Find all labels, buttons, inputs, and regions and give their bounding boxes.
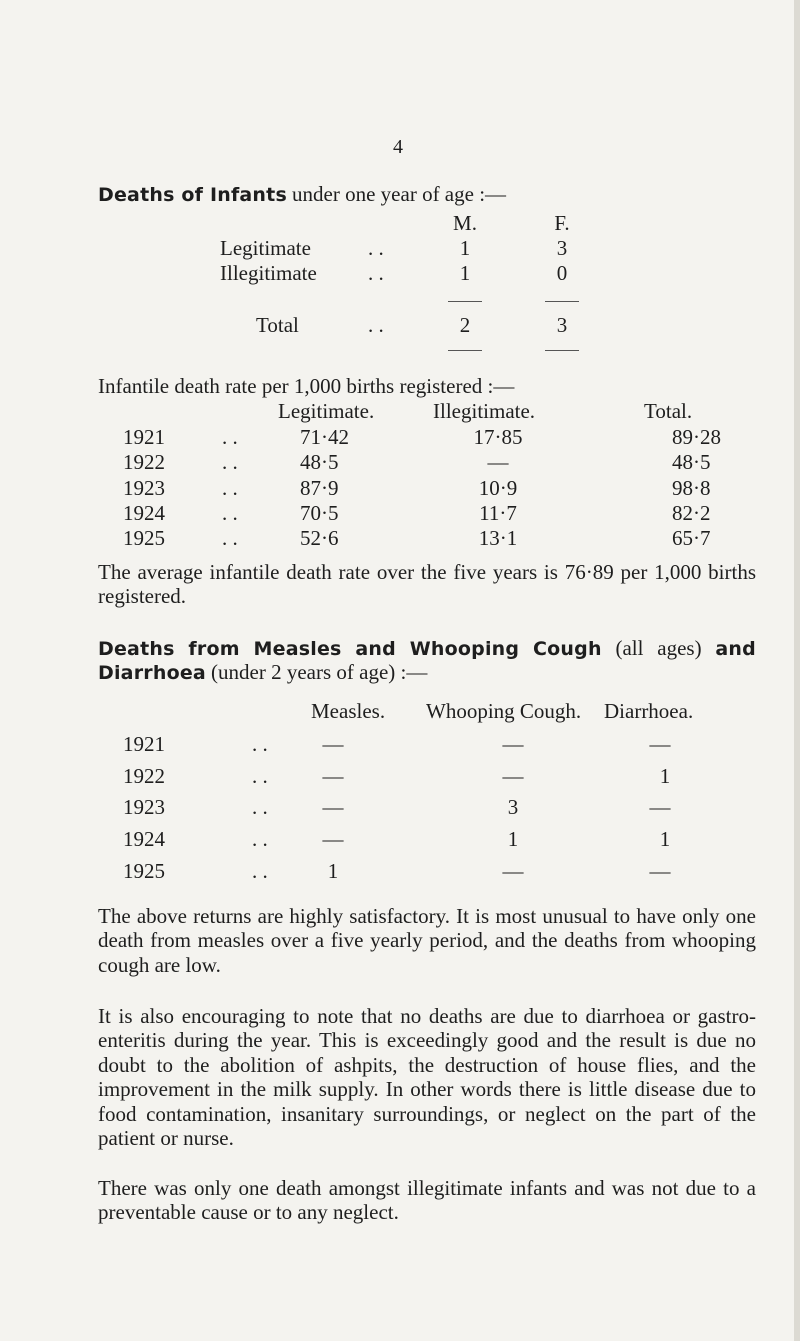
leader-dots: . .: [252, 859, 268, 883]
infant-row-label: Illegitimate: [220, 261, 317, 285]
rate-total: 82·2: [672, 501, 711, 525]
rate-legitimate: 71·42: [300, 425, 349, 449]
disease-whooping: —: [502, 732, 524, 756]
rate-year: 1923: [123, 476, 165, 500]
leader-dots: . .: [222, 450, 238, 474]
rate-total: 89·28: [672, 425, 721, 449]
total-rule-f: [545, 350, 579, 351]
disease-whooping: 3: [507, 795, 519, 819]
body-paragraph: It is also encouraging to note that no deaths are due to diarrhoea or gastro-enteritis during the year. This is exceedingly good and the result is due no doubt to the abolition of ashpits, the destruction of house flies, and the improvement in the milk supply. In other words there is little disease due to food contamination, insanitary surroundings, or neglect on the part of the patient or nurse.: [98, 1004, 756, 1151]
leader-dots: . .: [368, 313, 384, 337]
death-rate-heading: Infantile death rate per 1,000 births registered :—: [98, 374, 515, 398]
heading-word: and: [355, 638, 396, 660]
disease-diarrhoea: —: [649, 732, 671, 756]
diseases-heading-line1: [98, 636, 756, 662]
average-rate-paragraph: The average infantile death rate over the five years is 76·89 per 1,000 births registered.: [98, 560, 756, 609]
rate-legitimate: 87·9: [300, 476, 339, 500]
rate-legitimate: 70·5: [300, 501, 339, 525]
leader-dots: . .: [222, 425, 238, 449]
rate-year: 1921: [123, 425, 165, 449]
infant-row-label: Legitimate: [220, 236, 311, 260]
rate-col-illegitimate: Illegitimate.: [433, 399, 536, 423]
disease-whooping: —: [502, 764, 524, 788]
disease-diarrhoea: 1: [659, 827, 671, 851]
leader-dots: . .: [368, 236, 384, 260]
diseases-heading-rest: (under 2 years of age) :—: [211, 660, 428, 684]
heading-word: Cough: [533, 638, 602, 660]
rate-illegitimate: —: [487, 450, 509, 474]
leader-dots: . .: [252, 764, 268, 788]
disease-diarrhoea: —: [649, 859, 671, 883]
disease-whooping: 1: [507, 827, 519, 851]
rate-illegitimate: 17·85: [473, 425, 523, 449]
heading-word: ages): [657, 636, 702, 660]
infant-deaths-heading: [98, 182, 506, 207]
heading-word: (all: [615, 636, 644, 660]
rate-year: 1922: [123, 450, 165, 474]
rate-legitimate: 48·5: [300, 450, 339, 474]
rate-illegitimate: 10·9: [478, 476, 518, 500]
page-edge-shadow: [794, 0, 800, 1341]
diseases-col-whooping: Whooping Cough.: [426, 699, 582, 723]
infant-col-f: F.: [554, 211, 570, 235]
disease-measles: 1: [327, 859, 339, 883]
infant-deaths-heading-bold: Deaths of Infants: [98, 184, 287, 206]
disease-year: 1922: [123, 764, 165, 788]
infant-row-m: 1: [459, 261, 471, 285]
disease-measles: —: [322, 827, 344, 851]
diseases-col-diarrhoea: Diarrhoea.: [604, 699, 694, 723]
infant-row-m: 1: [459, 236, 471, 260]
leader-dots: . .: [222, 501, 238, 525]
body-paragraph: The above returns are highly satisfactory. It is most unusual to have only one death from measles over a five yearly period, and the deaths from whooping cough are low.: [98, 904, 756, 977]
leader-dots: . .: [222, 476, 238, 500]
disease-year: 1921: [123, 732, 165, 756]
total-rule-m: [448, 350, 482, 351]
diseases-col-measles: Measles.: [311, 699, 386, 723]
rate-legitimate: 52·6: [300, 526, 339, 550]
rate-col-total: Total.: [644, 399, 693, 423]
body-paragraph: There was only one death amongst illegitimate infants and was not due to a preventable cause or to any neglect.: [98, 1176, 756, 1225]
infant-row-f: 0: [556, 261, 568, 285]
rate-col-legitimate: Legitimate.: [278, 399, 375, 423]
heading-word: Deaths: [98, 638, 175, 660]
heading-word: and: [715, 638, 756, 660]
rate-total: 65·7: [672, 526, 711, 550]
heading-word: from: [188, 638, 240, 660]
diseases-heading-line2: [98, 660, 427, 685]
subtotal-rule-f: [545, 301, 579, 302]
leader-dots: . .: [222, 526, 238, 550]
infant-deaths-heading-rest: under one year of age :—: [292, 182, 507, 206]
disease-measles: —: [322, 764, 344, 788]
infant-total-m: 2: [459, 313, 471, 337]
disease-diarrhoea: —: [649, 795, 671, 819]
rate-year: 1925: [123, 526, 165, 550]
disease-year: 1925: [123, 859, 165, 883]
heading-word: Whooping: [409, 638, 520, 660]
rate-total: 48·5: [672, 450, 711, 474]
leader-dots: . .: [252, 732, 268, 756]
disease-year: 1923: [123, 795, 165, 819]
rate-total: 98·8: [672, 476, 711, 500]
heading-word: Measles: [253, 638, 342, 660]
page-number: 4: [393, 136, 403, 158]
leader-dots: . .: [252, 827, 268, 851]
leader-dots: . .: [252, 795, 268, 819]
leader-dots: . .: [368, 261, 384, 285]
disease-measles: —: [322, 795, 344, 819]
disease-whooping: —: [502, 859, 524, 883]
rate-illegitimate: 13·1: [478, 526, 518, 550]
infant-col-m: M.: [453, 211, 477, 235]
rate-illegitimate: 11·7: [479, 501, 517, 525]
subtotal-rule-m: [448, 301, 482, 302]
diseases-heading-bold: Diarrhoea: [98, 662, 206, 684]
infant-total-f: 3: [556, 313, 568, 337]
infant-row-f: 3: [556, 236, 568, 260]
infant-total-label: Total: [256, 313, 299, 337]
disease-year: 1924: [123, 827, 165, 851]
rate-year: 1924: [123, 501, 165, 525]
disease-diarrhoea: 1: [659, 764, 671, 788]
disease-measles: —: [322, 732, 344, 756]
